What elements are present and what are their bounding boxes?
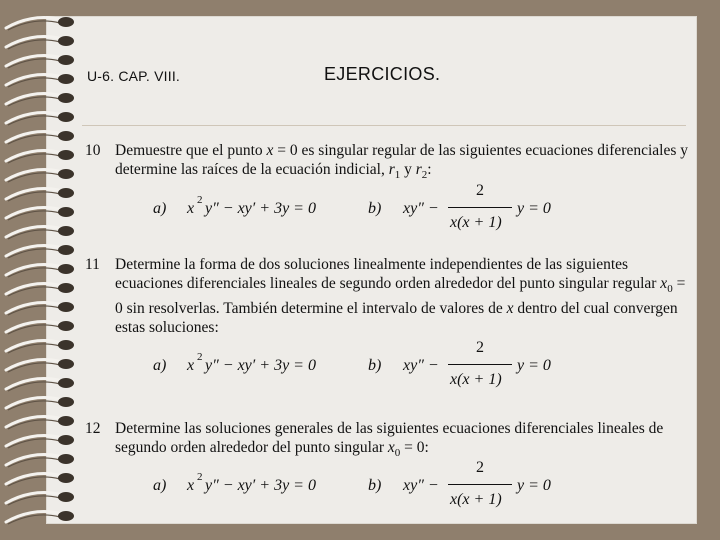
eq-a-x: x [187,357,195,374]
binding-hole [58,492,74,502]
exercise-number: 10 [85,142,101,159]
fraction-bar [448,364,512,365]
binding-hole [58,454,74,464]
eq-a-x: x [187,200,195,217]
eq-b-lhs: xy″ − [403,357,439,374]
exercise-text: Determine la forma de dos soluciones linealmente independientes de las siguientes ecuaciones diferenciales lineales de segundo orden alrededor del punto singular regular $x_0 = 0$ sin resolverlas. También determine el intervalo de valores de x dentro del cual convergen estas soluciones: [115,256,686,337]
binding-hole [58,321,74,331]
binding-hole [58,264,74,274]
fraction-bar [448,207,512,208]
section-title: EJERCICIOS. [324,64,441,84]
equation-pair-2 [150,340,610,396]
eq-a-sup: 2 [197,351,203,363]
eq-a-x: x [187,477,195,494]
header-divider [82,125,686,126]
binding-hole [58,112,74,122]
eq-b-numerator: 2 [476,339,484,356]
exercise-text: Demuestre que el punto x = 0 es singular regular de las siguientes ecuaciones diferenciales y determine las raíces de la ecuación indicial, $r_1$ y $r_2$: [115,142,689,182]
binding-hole [58,131,74,141]
eq-b-denominator: x(x + 1) [450,214,502,231]
binding-hole [58,55,74,65]
eq-b-label: b) [368,357,382,374]
eq-b-rhs: y = 0 [517,200,551,217]
eq-b-numerator: 2 [476,459,484,476]
eq-a-body: y″ − xy′ + 3y = 0 [205,200,316,217]
binding-hole [58,283,74,293]
exercise-number: 11 [85,256,100,273]
eq-a-sup: 2 [197,194,203,206]
eq-a-label: a) [153,357,167,374]
binding-hole [58,511,74,521]
eq-b-denominator: x(x + 1) [450,491,502,508]
binding-hole [58,150,74,160]
eq-b-denominator: x(x + 1) [450,371,502,388]
binding-hole [58,74,74,84]
exercise-text: Determine las soluciones generales de las siguientes ecuaciones diferenciales lineales de segundo orden alrededor del punto singular $x_0 = 0$: [115,420,664,460]
binding-hole [58,378,74,388]
binding-hole [58,416,74,426]
eq-b-lhs: xy″ − [403,200,439,217]
binding-hole [58,169,74,179]
eq-b-label: b) [368,200,382,217]
binding-hole [58,93,74,103]
eq-a-label: a) [153,477,167,494]
exercise-11 [85,255,695,337]
exercise-number: 12 [85,420,101,437]
binding-hole [58,397,74,407]
eq-b-lhs: xy″ − [403,477,439,494]
binding-hole [58,226,74,236]
binding-hole [58,340,74,350]
eq-a-sup: 2 [197,471,203,483]
binding-hole [58,359,74,369]
binding-hole [58,188,74,198]
equation-pair-3 [150,460,610,516]
binding-hole [58,207,74,217]
spiral-binding [0,10,80,530]
eq-b-rhs: y = 0 [517,477,551,494]
fraction-bar [448,484,512,485]
eq-a-body: y″ − xy′ + 3y = 0 [205,357,316,374]
eq-a-body: y″ − xy′ + 3y = 0 [205,477,316,494]
binding-hole [58,435,74,445]
equation-pair-1 [150,183,610,239]
exercise-10 [85,141,695,185]
eq-a-label: a) [153,200,167,217]
eq-b-label: b) [368,477,382,494]
binding-hole [58,245,74,255]
binding-hole [58,36,74,46]
course-label: U-6. CAP. VIII. [87,68,180,84]
exercise-12 [85,419,695,463]
binding-hole [58,302,74,312]
eq-b-rhs: y = 0 [517,357,551,374]
eq-b-numerator: 2 [476,182,484,199]
binding-hole [58,17,74,27]
binding-hole [58,473,74,483]
